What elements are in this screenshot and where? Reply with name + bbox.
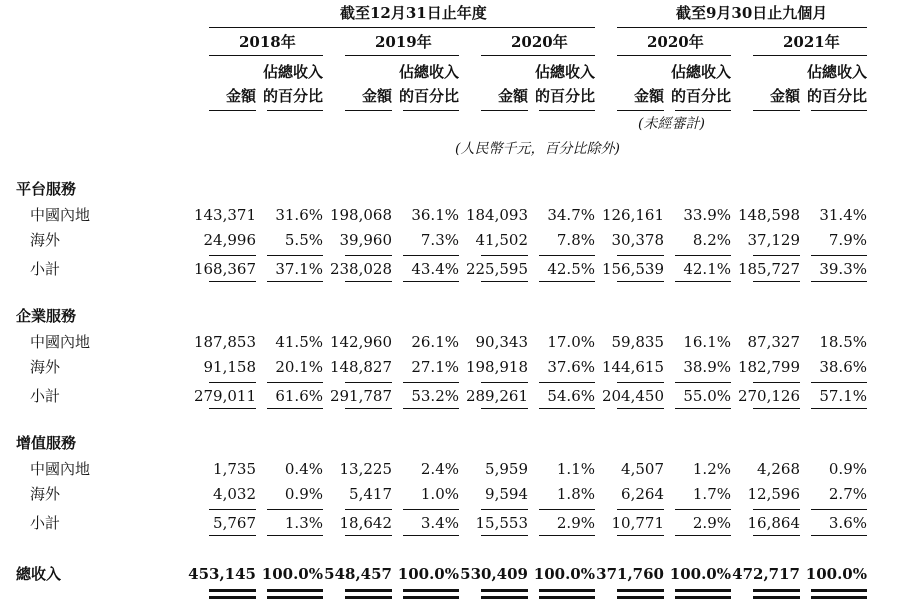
total-double-rule — [209, 596, 256, 599]
subtotal-rule — [345, 509, 392, 510]
subtotal-rule — [811, 535, 867, 536]
total-double-rule — [617, 589, 664, 592]
table-cell: 37,129 — [747, 231, 800, 249]
table-cell: 291,787 — [329, 387, 392, 405]
period-rule-fy — [209, 27, 595, 28]
total-double-rule — [811, 596, 867, 599]
table-cell: 204,450 — [601, 387, 664, 405]
total-double-rule — [403, 596, 459, 599]
subtotal-rule — [753, 281, 800, 282]
pct-header-line2: 的百分比 — [398, 87, 459, 105]
pct-header-line2: 的百分比 — [806, 87, 867, 105]
subtotal-rule — [617, 382, 664, 383]
row-label: 海外 — [30, 358, 61, 376]
table-cell: 31.6% — [275, 206, 323, 224]
subtotal-rule — [675, 281, 731, 282]
total-cell: 100.0% — [805, 565, 867, 583]
table-cell: 238,028 — [329, 260, 392, 278]
amount-header-rule — [481, 110, 528, 111]
table-cell: 3.4% — [420, 514, 459, 532]
subtotal-rule — [481, 382, 528, 383]
table-cell: 39,960 — [339, 231, 392, 249]
total-cell: 472,717 — [732, 565, 800, 583]
subtotal-rule — [753, 509, 800, 510]
subtotal-rule — [617, 281, 664, 282]
table-cell: 0.4% — [284, 460, 323, 478]
year-rule — [753, 55, 867, 56]
total-cell: 100.0% — [397, 565, 459, 583]
table-cell: 5.5% — [284, 231, 323, 249]
table-cell: 17.0% — [547, 333, 595, 351]
table-cell: 1.3% — [284, 514, 323, 532]
subtotal-rule — [209, 382, 256, 383]
table-cell: 2.4% — [420, 460, 459, 478]
subtotal-rule — [481, 408, 528, 409]
year-header: 2020年 — [511, 33, 568, 51]
row-label: 中國內地 — [30, 206, 91, 224]
year-header: 2021年 — [783, 33, 840, 51]
pct-header-line1: 佔總收入 — [398, 63, 459, 81]
total-cell: 548,457 — [324, 565, 392, 583]
row-label: 小計 — [30, 260, 61, 278]
amount-header-rule — [617, 110, 664, 111]
subtotal-rule — [811, 509, 867, 510]
subtotal-rule — [345, 408, 392, 409]
table-cell: 55.0% — [683, 387, 731, 405]
subtotal-rule — [481, 509, 528, 510]
subtotal-rule — [403, 408, 459, 409]
table-cell: 225,595 — [465, 260, 528, 278]
total-cell: 453,145 — [188, 565, 256, 583]
subtotal-rule — [481, 535, 528, 536]
amount-header: 金額 — [497, 87, 528, 105]
table-cell: 16.1% — [683, 333, 731, 351]
table-cell: 41,502 — [475, 231, 528, 249]
table-cell: 38.9% — [683, 358, 731, 376]
period-rule-9m — [617, 27, 867, 28]
table-cell: 26.1% — [411, 333, 459, 351]
subtotal-rule — [481, 281, 528, 282]
subtotal-rule — [209, 255, 256, 256]
amount-header-rule — [209, 110, 256, 111]
table-cell: 61.6% — [275, 387, 323, 405]
table-cell: 42.5% — [547, 260, 595, 278]
table-cell: 168,367 — [193, 260, 256, 278]
subtotal-rule — [811, 281, 867, 282]
table-cell: 148,598 — [737, 206, 800, 224]
subtotal-rule — [481, 255, 528, 256]
total-label: 總收入 — [16, 565, 62, 583]
amount-header: 金額 — [633, 87, 664, 105]
total-double-rule — [675, 589, 731, 592]
table-cell: 1.8% — [556, 485, 595, 503]
table-cell: 54.6% — [547, 387, 595, 405]
row-label: 中國內地 — [30, 460, 91, 478]
table-cell: 7.3% — [420, 231, 459, 249]
subtotal-rule — [617, 535, 664, 536]
period-header-9m: 截至9月30日止九個月 — [676, 4, 828, 22]
table-cell: 34.7% — [547, 206, 595, 224]
section-title: 平台服務 — [16, 180, 77, 198]
total-double-rule — [811, 589, 867, 592]
subtotal-rule — [811, 382, 867, 383]
subtotal-rule — [617, 509, 664, 510]
table-cell: 41.5% — [275, 333, 323, 351]
subtotal-rule — [675, 255, 731, 256]
table-cell: 0.9% — [828, 460, 867, 478]
pct-header-rule — [811, 110, 867, 111]
total-double-rule — [481, 596, 528, 599]
subtotal-rule — [811, 408, 867, 409]
pct-header-line2: 的百分比 — [262, 87, 323, 105]
total-double-rule — [675, 596, 731, 599]
table-cell: 2.7% — [828, 485, 867, 503]
table-cell: 7.8% — [556, 231, 595, 249]
subtotal-rule — [811, 255, 867, 256]
table-cell: 13,225 — [339, 460, 392, 478]
pct-header-line1: 佔總收入 — [670, 63, 731, 81]
table-cell: 37.1% — [275, 260, 323, 278]
table-cell: 20.1% — [275, 358, 323, 376]
pct-header-rule — [267, 110, 323, 111]
section-title: 增值服務 — [16, 434, 77, 452]
table-cell: 18,642 — [339, 514, 392, 532]
table-cell: 31.4% — [819, 206, 867, 224]
amount-header-rule — [345, 110, 392, 111]
subtotal-rule — [403, 281, 459, 282]
subtotal-rule — [345, 382, 392, 383]
table-cell: 6,264 — [621, 485, 664, 503]
table-cell: 9,594 — [485, 485, 528, 503]
table-cell: 198,918 — [465, 358, 528, 376]
table-cell: 185,727 — [737, 260, 800, 278]
subtotal-rule — [539, 281, 595, 282]
table-cell: 0.9% — [284, 485, 323, 503]
subtotal-rule — [675, 382, 731, 383]
amount-header-rule — [753, 110, 800, 111]
amount-header: 金額 — [361, 87, 392, 105]
table-cell: 198,068 — [329, 206, 392, 224]
table-cell: 1,735 — [213, 460, 256, 478]
pct-header-line2: 的百分比 — [534, 87, 595, 105]
subtotal-rule — [539, 535, 595, 536]
table-cell: 91,158 — [203, 358, 256, 376]
table-cell: 7.9% — [828, 231, 867, 249]
subtotal-rule — [403, 382, 459, 383]
year-rule — [209, 55, 323, 56]
table-cell: 12,596 — [747, 485, 800, 503]
year-header: 2018年 — [239, 33, 296, 51]
table-cell: 57.1% — [819, 387, 867, 405]
row-label: 中國內地 — [30, 333, 91, 351]
total-double-rule — [267, 589, 323, 592]
table-cell: 3.6% — [828, 514, 867, 532]
pct-header-line1: 佔總收入 — [262, 63, 323, 81]
subtotal-rule — [675, 408, 731, 409]
total-cell: 100.0% — [261, 565, 323, 583]
subtotal-rule — [403, 509, 459, 510]
table-cell: 87,327 — [747, 333, 800, 351]
total-cell: 100.0% — [669, 565, 731, 583]
pct-header-rule — [539, 110, 595, 111]
table-cell: 18.5% — [819, 333, 867, 351]
total-double-rule — [267, 596, 323, 599]
table-cell: 4,507 — [621, 460, 664, 478]
table-cell: 2.9% — [692, 514, 731, 532]
total-double-rule — [345, 596, 392, 599]
table-cell: 5,417 — [349, 485, 392, 503]
subtotal-rule — [617, 408, 664, 409]
subtotal-rule — [267, 408, 323, 409]
table-cell: 148,827 — [329, 358, 392, 376]
table-cell: 1.1% — [556, 460, 595, 478]
table-cell: 90,343 — [475, 333, 528, 351]
total-double-rule — [753, 589, 800, 592]
table-cell: 5,959 — [485, 460, 528, 478]
subtotal-rule — [345, 281, 392, 282]
table-cell: 2.9% — [556, 514, 595, 532]
subtotal-rule — [403, 255, 459, 256]
section-title: 企業服務 — [16, 307, 77, 325]
row-label: 海外 — [30, 231, 61, 249]
total-double-rule — [209, 589, 256, 592]
table-cell: 1.7% — [692, 485, 731, 503]
total-double-rule — [753, 596, 800, 599]
table-cell: 184,093 — [465, 206, 528, 224]
table-cell: 42.1% — [683, 260, 731, 278]
subtotal-rule — [403, 535, 459, 536]
table-cell: 187,853 — [193, 333, 256, 351]
table-cell: 182,799 — [737, 358, 800, 376]
total-double-rule — [617, 596, 664, 599]
subtotal-rule — [539, 382, 595, 383]
table-cell: 37.6% — [547, 358, 595, 376]
subtotal-rule — [209, 408, 256, 409]
subtotal-rule — [753, 535, 800, 536]
pct-header-rule — [403, 110, 459, 111]
total-cell: 100.0% — [533, 565, 595, 583]
table-cell: 143,371 — [193, 206, 256, 224]
year-rule — [345, 55, 459, 56]
total-cell: 371,760 — [596, 565, 664, 583]
subtotal-rule — [267, 281, 323, 282]
unaudited-note: (未經審計) — [638, 116, 705, 132]
subtotal-rule — [539, 255, 595, 256]
table-cell: 16,864 — [747, 514, 800, 532]
table-cell: 53.2% — [411, 387, 459, 405]
pct-header-line2: 的百分比 — [670, 87, 731, 105]
amount-header: 金額 — [225, 87, 256, 105]
table-cell: 15,553 — [475, 514, 528, 532]
subtotal-rule — [267, 535, 323, 536]
row-label: 小計 — [30, 514, 61, 532]
subtotal-rule — [267, 255, 323, 256]
subtotal-rule — [209, 281, 256, 282]
year-header: 2019年 — [375, 33, 432, 51]
total-double-rule — [345, 589, 392, 592]
table-cell: 4,268 — [757, 460, 800, 478]
table-cell: 5,767 — [213, 514, 256, 532]
table-cell: 156,539 — [601, 260, 664, 278]
table-cell: 270,126 — [737, 387, 800, 405]
row-label: 小計 — [30, 387, 61, 405]
table-cell: 30,378 — [611, 231, 664, 249]
year-rule — [481, 55, 595, 56]
subtotal-rule — [753, 255, 800, 256]
subtotal-rule — [539, 509, 595, 510]
total-double-rule — [403, 589, 459, 592]
table-cell: 59,835 — [611, 333, 664, 351]
table-cell: 24,996 — [203, 231, 256, 249]
total-cell: 530,409 — [460, 565, 528, 583]
pct-header-line1: 佔總收入 — [806, 63, 867, 81]
total-double-rule — [539, 589, 595, 592]
subtotal-rule — [753, 408, 800, 409]
period-header-fy: 截至12月31日止年度 — [340, 4, 487, 22]
subtotal-rule — [267, 509, 323, 510]
table-cell: 43.4% — [411, 260, 459, 278]
year-header: 2020年 — [647, 33, 704, 51]
table-cell: 10,771 — [611, 514, 664, 532]
table-cell: 1.2% — [692, 460, 731, 478]
subtotal-rule — [345, 255, 392, 256]
subtotal-rule — [539, 408, 595, 409]
year-rule — [617, 55, 731, 56]
table-cell: 279,011 — [193, 387, 256, 405]
table-cell: 39.3% — [819, 260, 867, 278]
amount-header: 金額 — [769, 87, 800, 105]
table-cell: 1.0% — [420, 485, 459, 503]
unit-note: (人民幣千元，百分比除外) — [455, 141, 620, 157]
total-double-rule — [481, 589, 528, 592]
table-cell: 144,615 — [601, 358, 664, 376]
subtotal-rule — [267, 382, 323, 383]
table-cell: 36.1% — [411, 206, 459, 224]
pct-header-rule — [675, 110, 731, 111]
table-cell: 126,161 — [601, 206, 664, 224]
table-cell: 142,960 — [329, 333, 392, 351]
table-cell: 4,032 — [213, 485, 256, 503]
subtotal-rule — [209, 535, 256, 536]
subtotal-rule — [345, 535, 392, 536]
pct-header-line1: 佔總收入 — [534, 63, 595, 81]
subtotal-rule — [675, 535, 731, 536]
table-cell: 8.2% — [692, 231, 731, 249]
row-label: 海外 — [30, 485, 61, 503]
subtotal-rule — [617, 255, 664, 256]
table-cell: 289,261 — [465, 387, 528, 405]
table-cell: 38.6% — [819, 358, 867, 376]
table-cell: 33.9% — [683, 206, 731, 224]
subtotal-rule — [753, 382, 800, 383]
subtotal-rule — [675, 509, 731, 510]
subtotal-rule — [209, 509, 256, 510]
table-cell: 27.1% — [411, 358, 459, 376]
total-double-rule — [539, 596, 595, 599]
